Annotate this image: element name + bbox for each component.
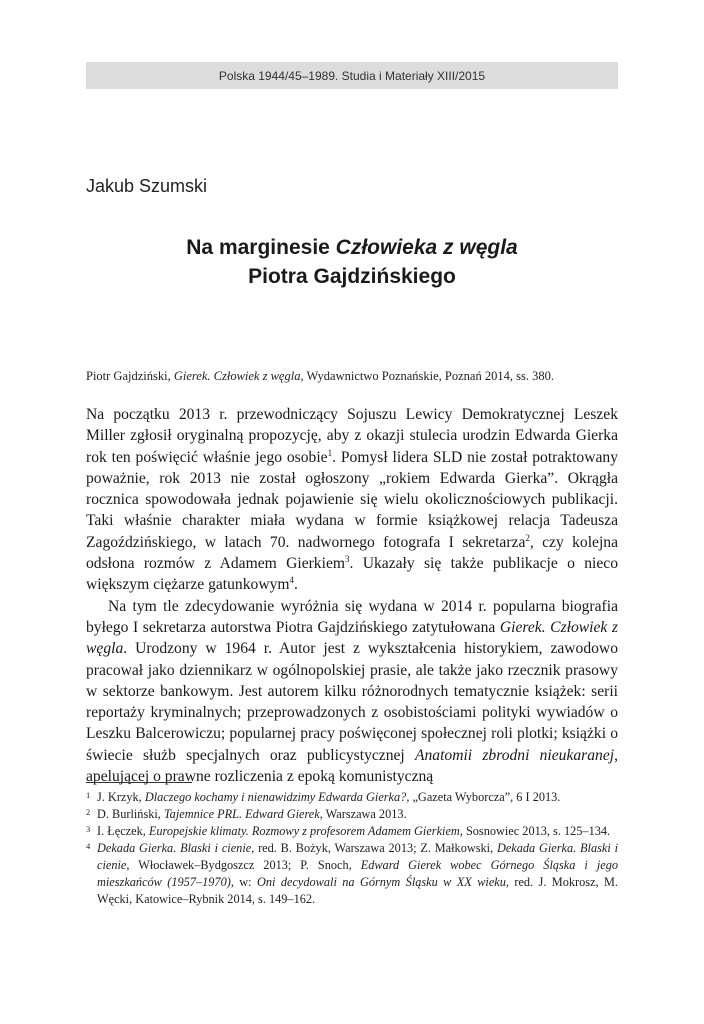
- footnote-text: , red. B. Bożyk, Warszawa 2013; Z. Małkowski,: [251, 841, 497, 855]
- footnote-number: 3: [86, 824, 91, 834]
- p2-text: , apelującej o prawne rozliczenia z epoką komunistyczną: [86, 746, 618, 786]
- footnote-text: , Warszawa 2013.: [319, 807, 407, 821]
- p1-text: . Pomysł lidera SLD nie został potraktowany poważnie, rok 2013 nie został ogłoszony „rokiem Edwarda Gierka”. Okrągła rocznica spowodowała jednak pojawienie się wielu okolicznościowych publikacji. Taki właśnie charakter miała wydana w formie książkowej relacja Tadeusza Zagoździńskiego, w latach 70. nadwornego fotografa I sekretarza: [86, 448, 618, 551]
- p1-text: . Ukazały się także publikacje o nieco większym ciężarze gatunkowym: [86, 555, 618, 594]
- p1-text: .: [294, 576, 298, 594]
- footnote-4: [86, 840, 618, 908]
- p2-book-title: Gierek. Człowiek z węgla: [86, 618, 618, 658]
- footnote-text: J. Krzyk,: [97, 790, 145, 804]
- p1-text: Na początku 2013 r. przewodniczący Sojuszu Lewicy Demokratycznej Leszek Miller zgłosił oryginalną propozycję, aby z okazji stulecia urodzin Edwarda Gierka rok ten poświęcić właśnie jego osobie: [86, 406, 618, 466]
- p2-book-title: Anatomii zbrodni nieukaranej: [414, 746, 615, 764]
- footnotes: [86, 789, 618, 908]
- footnote-1: [86, 789, 618, 806]
- p2-text: Na tym tle zdecydowanie wyróżnia się wydana w 2014 r. popularna biografia byłego I sekretarza autorstwa Piotra Gajdzińskiego zatytułowana: [86, 597, 618, 636]
- paragraph-2: [86, 596, 618, 788]
- citation-author: Piotr Gajdziński,: [86, 369, 174, 383]
- footnote-italic: Tajemnice PRL. Edward Gierek: [163, 807, 320, 821]
- paragraph-1: [86, 404, 618, 596]
- title-prefix: Na marginesie: [186, 236, 336, 259]
- footnote-italic: Oni decydowali na Górnym Śląsku w XX wieku: [257, 875, 506, 889]
- footnote-text: , w:: [230, 875, 258, 889]
- author-name: Jakub Szumski: [86, 176, 208, 196]
- title-line-2: Piotra Gajdzińskiego: [248, 265, 456, 288]
- citation-details: , Wydawnictwo Poznańskie, Poznań 2014, ss. 380.: [300, 369, 554, 383]
- footnote-ref-1[interactable]: 1: [327, 447, 333, 458]
- footnote-separator: [86, 782, 192, 783]
- footnote-3: [86, 823, 618, 840]
- running-head-text: Polska 1944/45–1989. Studia i Materiały XIII/2015: [218, 68, 486, 83]
- footnote-italic: Edward Gierek wobec Górnego Śląska i jego mieszkańców (1957–1970): [97, 858, 618, 889]
- footnote-2: [86, 806, 618, 823]
- footnote-text: , Włocławek–Bydgoszcz 2013; P. Snoch,: [126, 858, 361, 872]
- footnote-number: 4: [86, 841, 91, 851]
- p1-text: , czy kolejna odsłona rozmów z Adamem Gierkiem: [86, 533, 619, 573]
- running-head: [86, 62, 618, 89]
- title-line-1: [86, 233, 618, 262]
- footnote-text: D. Burliński,: [97, 807, 164, 821]
- footnote-ref-3[interactable]: 3: [345, 553, 350, 564]
- footnote-text: , red. J. Mokrosz, M. Węcki, Katowice–Rybnik 2014, s. 149–162.: [97, 875, 619, 906]
- footnote-ref-2[interactable]: 2: [525, 532, 530, 543]
- footnote-italic: Dlaczego kochamy i nienawidzimy Edwarda Gierka?: [144, 790, 407, 804]
- footnote-ref-4[interactable]: 4: [289, 575, 295, 586]
- title-italic: Człowieka z węgla: [335, 236, 518, 259]
- footnote-number: 2: [86, 807, 91, 817]
- reviewed-book-citation: [86, 369, 618, 384]
- footnote-italic: Europejskie klimaty. Rozmowy z profesorem Adamem Gierkiem: [148, 824, 460, 838]
- footnote-text: , „Gazeta Wyborcza”, 6 I 2013.: [406, 790, 561, 804]
- footnote-number: 1: [86, 790, 91, 800]
- p2-text: . Urodzony w 1964 r. Autor jest z wykształcenia historykiem, zawodowo pracował jako dziennikarz w ogólnopolskiej prasie, ale także jako rzecznik prasowy w sektorze bankowym. Jest autorem kilku różnorodnych tematycznie książek: serii reportaży kryminalnych; przeprowadzonych z osobistościami polityki wywiadów o Leszku Balcerowiczu; popularnej pracy poświęconej społecznej roli plotki; książki o świecie służb specjalnych oraz publicystycznej: [86, 640, 618, 764]
- footnote-italic: Dekada Gierka. Blaski i cienie: [97, 841, 252, 855]
- article-title: [86, 233, 618, 291]
- footnote-italic: Dekada Gierka. Blaski i cienie: [97, 841, 618, 872]
- footnote-text: , Sosnowiec 2013, s. 125–134.: [459, 824, 611, 838]
- article-body: [86, 404, 618, 787]
- footnote-text: I. Łęczek,: [97, 824, 149, 838]
- citation-title: Gierek. Człowiek z węgla: [173, 369, 301, 383]
